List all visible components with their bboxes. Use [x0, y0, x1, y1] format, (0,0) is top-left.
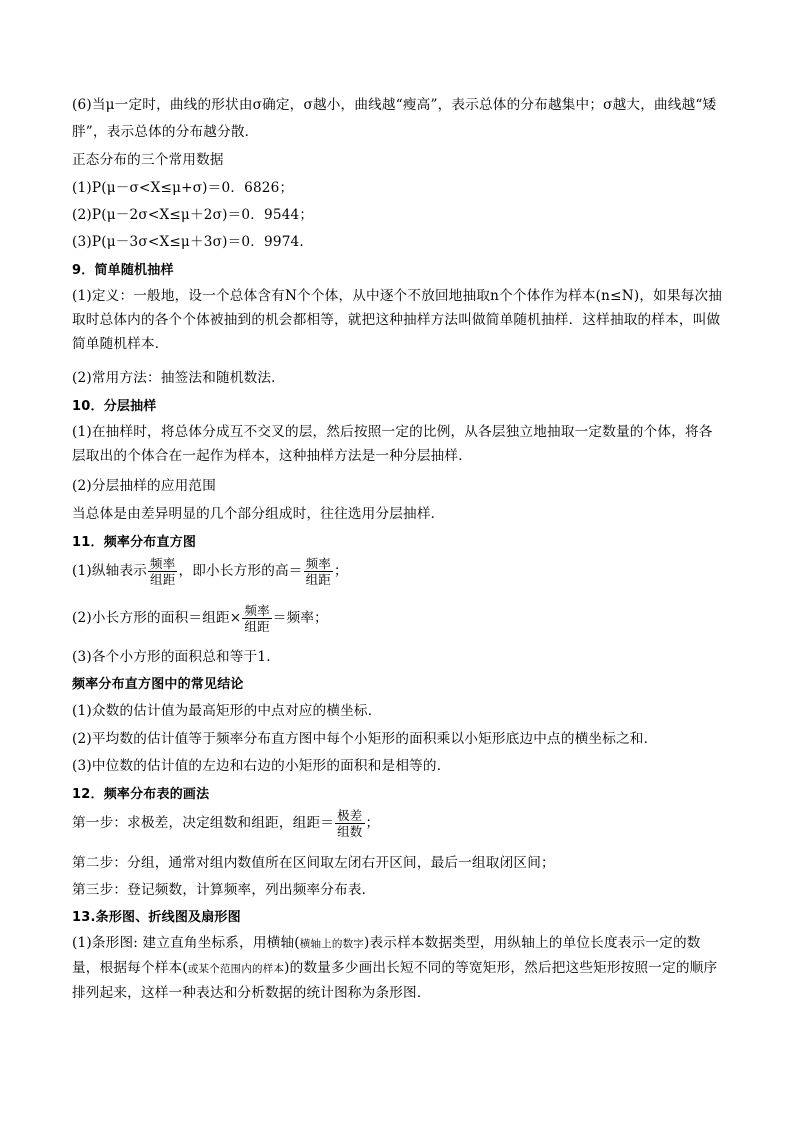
inline-note: 横轴上的数字 [299, 938, 364, 950]
section-12-step-2: 第二步：分组，通常对组内数值所在区间取左闭右开区间，最后一组取闭区间； [72, 855, 555, 871]
fraction-numerator: 极差 [337, 808, 363, 823]
fraction-freq-over-width [148, 556, 177, 587]
normal-dist-item-3: (3)P(μ－3σ<X≤μ＋3σ)＝0．9974. [72, 234, 304, 250]
text-segment: (1)条形图: 建立直角坐标系，用横轴( [72, 935, 300, 951]
fraction-denominator: 组距 [150, 572, 176, 587]
fraction-numerator: 频率 [244, 603, 270, 618]
fraction-denominator: 组数 [337, 824, 363, 839]
paragraph-6-line1: (6)当μ一定时，曲线的形状由σ确定，σ越小，曲线越“瘦高”，表示总体的分布越集中；σ越大，曲线越“矮 [72, 97, 717, 113]
paragraph-6-line2: 胖”，表示总体的分布越分散． [72, 124, 259, 140]
normal-dist-item-2: (2)P(μ－2σ<X≤μ＋2σ)＝0．9544； [72, 207, 314, 223]
text-segment: ； [334, 563, 348, 579]
fraction-denominator: 组距 [244, 619, 270, 634]
text-segment: (2)小长方形的面积＝组距× [72, 610, 242, 626]
section-9-methods: (2)常用方法：抽签法和随机数法． [72, 370, 285, 386]
text-segment: 第一步：求极差，决定组数和组距，组距＝ [72, 815, 335, 831]
section-10-range: (2)分层抽样的应用范围 [72, 478, 216, 494]
normal-dist-item-1: (1)P(μ－σ<X≤μ+σ)＝0．6826； [72, 180, 294, 196]
text-segment: ； [365, 815, 380, 831]
section-11-item-3: (3)各个小方形的面积总和等于1. [72, 649, 271, 665]
inline-note: 或某个范围内的样本 [187, 963, 285, 975]
section-12-step-1 [72, 808, 724, 839]
text-segment: ，即小长方形的高＝ [178, 563, 303, 579]
section-11-item-1 [72, 556, 724, 587]
fraction-numerator: 频率 [150, 556, 176, 571]
common-conclusion-3: (3)中位数的估计值的左边和右边的小矩形的面积和是相等的． [72, 758, 451, 774]
fraction-denominator: 组距 [305, 572, 331, 587]
fraction-freq-over-width [242, 603, 271, 634]
text-segment: )的数量多少画出长短不同的等宽矩形，然后把这些矩形按照一定的顺序排列起来，这样一种表达和分析数据的统计图称为条形图． [72, 960, 718, 1001]
text-segment: )表示样本数据类型，用纵轴上的单位长度表示一定的数量，根据每个样本( [72, 935, 701, 976]
text-segment: ＝频率； [272, 610, 328, 626]
section-11-heading: 11．频率分布直方图 [72, 535, 197, 550]
section-12-step-3: 第三步：登记频数，计算频率，列出频率分布表． [72, 882, 376, 898]
normal-dist-title: 正态分布的三个常用数据 [72, 152, 224, 168]
section-10-heading: 10．分层抽样 [72, 399, 157, 414]
fraction-freq-over-width [304, 556, 333, 587]
section-9-heading: 9．简单随机抽样 [72, 263, 174, 278]
section-11-item-2 [72, 603, 724, 634]
section-9-definition: (1)定义：一般地，设一个总体含有N个个体，从中逐个不放回地抽取n个个体作为样本(n≤N)，如果每次抽取时总体内的各个个体被抽到的机会都相等，就把这种抽样方法叫做简单随机抽样．这样抽取的样本，叫做简单随机样本． [72, 288, 723, 352]
fraction-range-over-groups [335, 808, 364, 839]
common-conclusion-1: (1)众数的估计值为最高矩形的中点对应的横坐标． [72, 703, 382, 719]
common-conclusions-heading: 频率分布直方图中的常见结论 [72, 677, 244, 692]
section-12-heading: 12．频率分布表的画法 [72, 787, 210, 802]
section-10-when: 当总体是由差异明显的几个部分组成时，往往选用分层抽样． [72, 506, 445, 522]
section-10-definition: (1)在抽样时，将总体分成互不交叉的层，然后按照一定的比例，从各层独立地抽取一定数量的个体，将各层取出的个体合在一起作为样本，这种抽样方法是一种分层抽样． [72, 424, 713, 464]
fraction-numerator: 频率 [305, 556, 331, 571]
section-13-heading: 13.条形图、折线图及扇形图 [72, 910, 241, 925]
text-segment: (1)纵轴表示 [72, 563, 148, 579]
common-conclusion-2: (2)平均数的估计值等于频率分布直方图中每个小矩形的面积乘以小矩形底边中点的横坐标之和． [72, 731, 658, 747]
section-13-bar-chart-definition [72, 931, 724, 1005]
